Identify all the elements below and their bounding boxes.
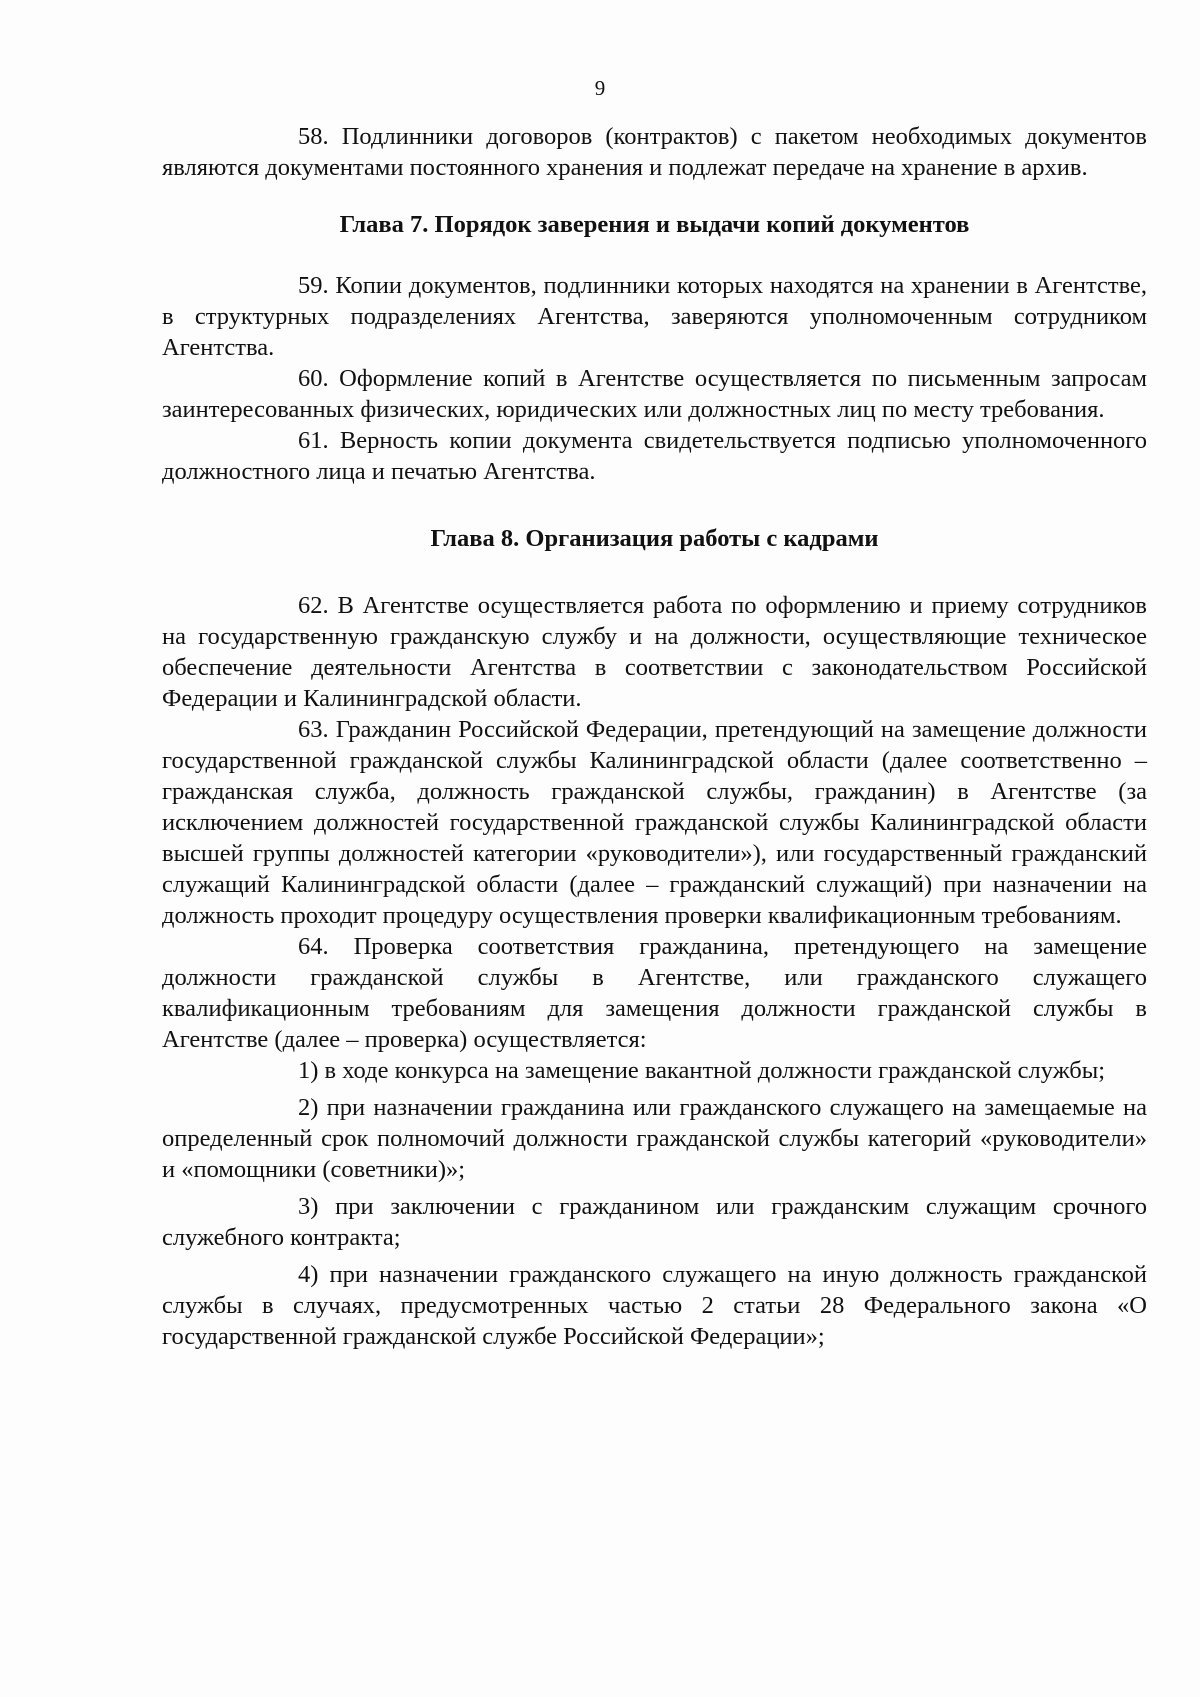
subitem-number: 4): [298, 1261, 319, 1288]
chapter-8-heading: Глава 8. Организация работы с кадрами: [430, 525, 879, 552]
paragraph-number: 60.: [298, 365, 329, 392]
document-body: [162, 121, 1147, 1352]
paragraph-text: Верность копии документа свидетельствуется подписью уполномоченного должностного лица и печатью Агентства.: [162, 427, 1147, 485]
subitem-number: 3): [298, 1193, 319, 1220]
paragraph-text: Копии документов, подлинники которых находятся на хранении в Агентстве, в структурных подразделениях Агентства, заверяются уполномоченным сотрудником Агентства.: [162, 272, 1147, 361]
paragraph-62: [162, 590, 1147, 714]
subitem-text: в ходе конкурса на замещение вакантной должности гражданской службы;: [324, 1057, 1106, 1084]
paragraph-number: 64.: [298, 933, 329, 960]
paragraph-63: [162, 714, 1147, 931]
paragraph-number: 58.: [298, 123, 329, 150]
paragraph-text: В Агентстве осуществляется работа по оформлению и приему сотрудников на государственную гражданскую службу и на должности, осуществляющие техническое обеспечение деятельности Агентства в соответствии с законодательством Российской Федерации и Калининградской области.: [162, 592, 1147, 712]
paragraph-61: [162, 425, 1147, 487]
paragraph-text: Оформление копий в Агентстве осуществляется по письменным запросам заинтересованных физических, юридических или должностных лиц по месту требования.: [162, 365, 1148, 423]
chapter-7-heading: Глава 7. Порядок заверения и выдачи копий документов: [339, 211, 970, 238]
paragraph-number: 62.: [298, 592, 329, 619]
subitem-text: при назначении гражданина или гражданского служащего на замещаемые на определенный срок полномочий должности гражданской службы категорий «руководители» и «помощники (советники)»;: [162, 1094, 1148, 1183]
paragraph-text: Подлинники договоров (контрактов) с пакетом необходимых документов являются документами постоянного хранения и подлежат передаче на хранение в архив.: [162, 123, 1147, 181]
paragraph-59: [162, 270, 1147, 363]
paragraph-number: 63.: [298, 716, 329, 743]
paragraph-number: 59.: [298, 272, 329, 299]
subitem-text: при назначении гражданского служащего на иную должность гражданской службы в случаях, предусмотренных частью 2 статьи 28 Федерального закона «О государственной гражданской службе Российской Федерации»;: [162, 1261, 1148, 1350]
paragraph-text: Проверка соответствия гражданина, претендующего на замещение должности гражданской службы в Агентстве, или гражданского служащего квалификационным требованиям для замещения должности гражданской службы в Агентстве (далее – проверка) осуществляется:: [162, 933, 1147, 1053]
subitem-1: [162, 1055, 1147, 1086]
paragraph-60: [162, 363, 1147, 425]
subitem-number: 2): [298, 1094, 319, 1121]
subitem-number: 1): [298, 1057, 319, 1084]
subitem-2: [162, 1092, 1147, 1185]
subitem-text: при заключении с гражданином или гражданским служащим срочного служебного контракта;: [162, 1193, 1148, 1251]
page-number: 9: [594, 76, 606, 100]
paragraph-number: 61.: [298, 427, 329, 454]
paragraph-64: [162, 931, 1147, 1055]
paragraph-58: [162, 121, 1147, 183]
paragraph-text: Гражданин Российской Федерации, претендующий на замещение должности государственной гражданской службы Калининградской области (далее соответственно – гражданская служба, должность гражданской службы, гражданин) в Агентстве (за исключением должностей государственной гражданской службы Калининградской области высшей группы должностей категории «руководители»), или государственный гражданский служащий Калининградской области (далее – гражданский служащий) при назначении на должность проходит процедуру осуществления проверки квалификационным требованиям.: [162, 716, 1148, 929]
subitem-3: [162, 1191, 1147, 1253]
subitem-4: [162, 1259, 1147, 1352]
